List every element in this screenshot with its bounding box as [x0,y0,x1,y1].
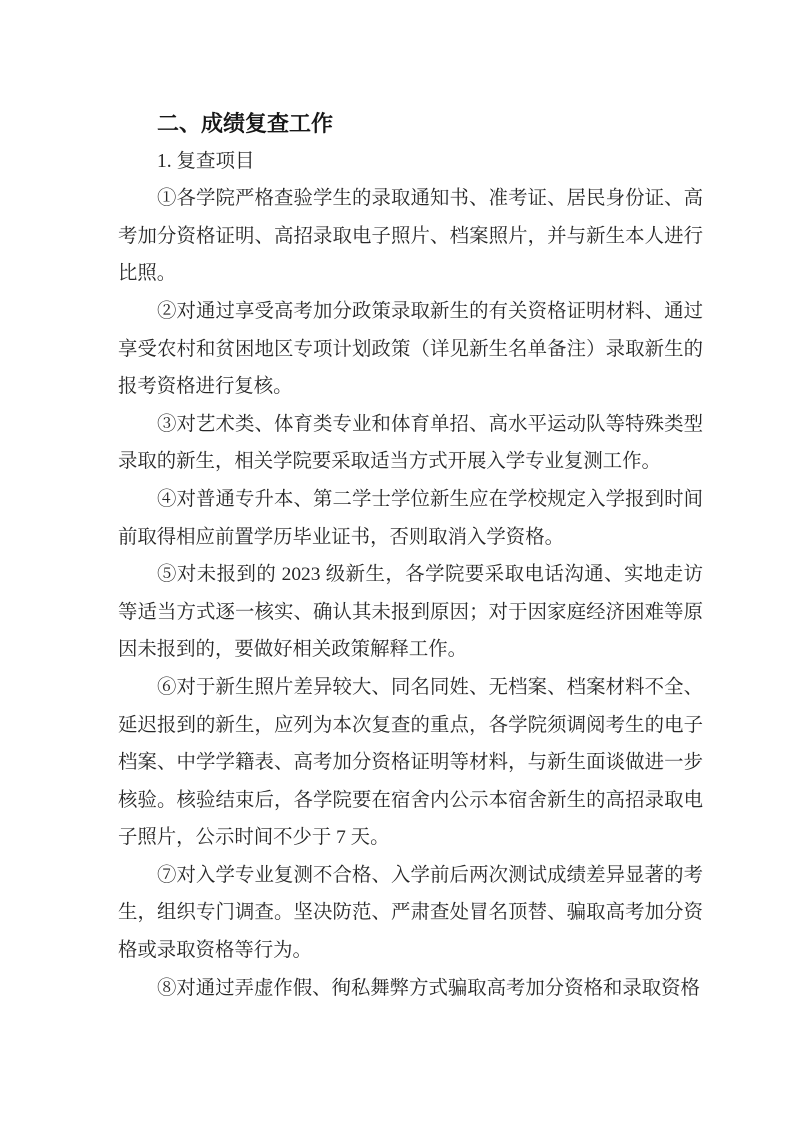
paragraph-5: ⑤对未报到的 2023 级新生，各学院要采取电话沟通、实地走访等适当方式逐一核实、确认其未报到原因；对于因家庭经济困难等原因未报到的，要做好相关政策解释工作。 [118,564,703,661]
paragraph-1: ①各学院严格查验学生的录取通知书、准考证、居民身份证、高考加分资格证明、高招录取电子照片、档案照片，并与新生本人进行比照。 [118,188,703,285]
document-content [118,105,703,1007]
subsection-heading: 1. 复查项目 [157,150,255,172]
paragraph-3: ③对艺术类、体育类专业和体育单招、高水平运动队等特殊类型录取的新生，相关学院要采取适当方式开展入学专业复测工作。 [118,413,703,473]
section-heading: 二、成绩复查工作 [157,111,334,136]
paragraph-8: ⑧对通过弄虚作假、徇私舞弊方式骗取高考加分资格和录取资格 [157,977,700,999]
paragraph-2: ②对通过享受高考加分政策录取新生的有关资格证明材料、通过享受农村和贫困地区专项计划政策（详见新生名单备注）录取新生的报考资格进行复核。 [118,300,703,398]
paragraph-4: ④对普通专升本、第二学士学位新生应在学校规定入学报到时间前取得相应前置学历毕业证书，否则取消入学资格。 [118,488,703,548]
paragraph-6: ⑥对于新生照片差异较大、同名同姓、无档案、档案材料不全、延迟报到的新生，应列为本次复查的重点，各学院须调阅考生的电子档案、中学学籍表、高考加分资格证明等材料，与新生面谈做进一步核验。核验结束后，各学院要在宿舍内公示本宿舍新生的高招录取电子照片，公示时间不少于 7 天。 [118,676,703,849]
paragraph-7: ⑦对入学专业复测不合格、入学前后两次测试成绩差异显著的考生，组织专门调查。坚决防范、严肃查处冒名顶替、骗取高考加分资格或录取资格等行为。 [118,864,703,962]
